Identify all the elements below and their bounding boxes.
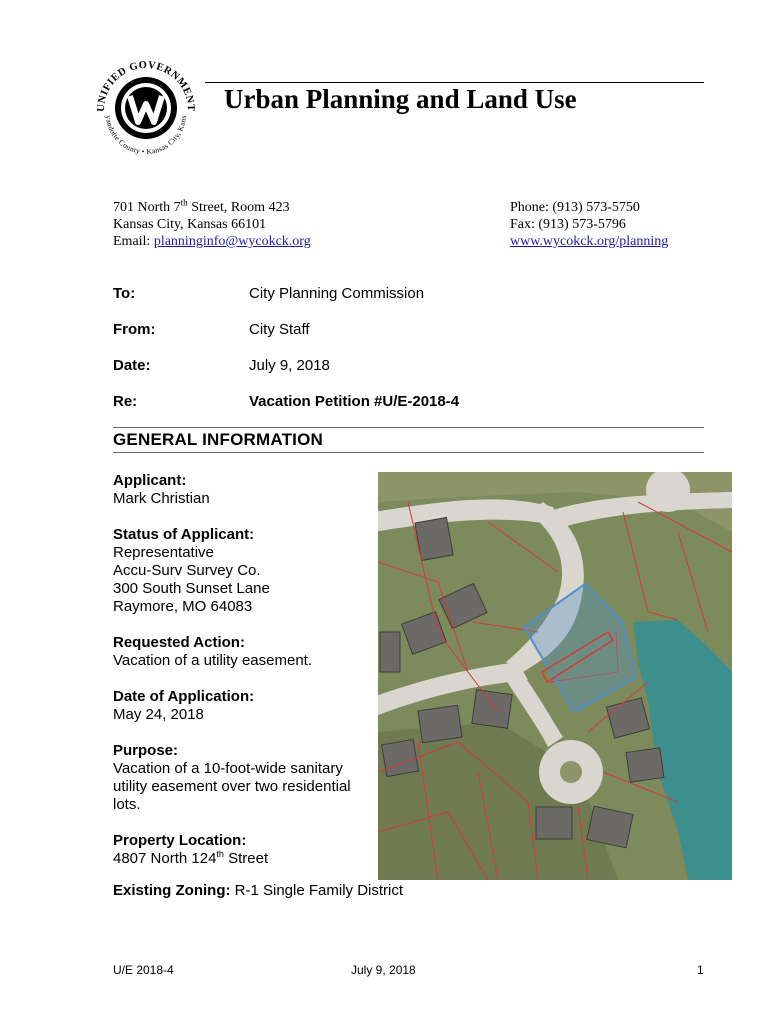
seal-text-bottom: yandotte County • Kansas City, Kans: [103, 115, 188, 157]
from-value: City Staff: [249, 321, 310, 338]
from-label: From:: [113, 321, 156, 338]
re-value: Vacation Petition #U/E-2018-4: [249, 393, 460, 410]
applicant-block: [113, 472, 363, 508]
purpose-label: Purpose:: [113, 742, 179, 759]
address-block: [113, 199, 311, 250]
location-value: 4807 North 124th Street: [113, 849, 269, 867]
phone-number: Phone: (913) 573-5750: [510, 200, 640, 215]
footer-page-number: 1: [697, 963, 704, 977]
to-label: To:: [113, 285, 136, 302]
status-line: Representative: [113, 544, 214, 561]
street-address: 701 North 7th Street, Room 423: [113, 197, 290, 215]
footer-date: July 9, 2018: [351, 963, 416, 977]
contact-block: [510, 199, 668, 250]
title-rule: [205, 82, 704, 83]
status-line: Raymore, MO 64083: [113, 598, 253, 615]
re-label: Re:: [113, 393, 138, 410]
email-line: Email: planninginfo@wycokck.org: [113, 234, 311, 249]
unified-government-seal: [86, 48, 206, 168]
date-application-label: Date of Application:: [113, 688, 255, 705]
action-value: Vacation of a utility easement.: [113, 652, 312, 669]
zoning-label: Existing Zoning:: [113, 882, 231, 899]
date-application-value: May 24, 2018: [113, 706, 204, 723]
date-label: Date:: [113, 357, 151, 374]
purpose-value: Vacation of a 10-foot-wide sanitary utility easement over two residential lots.: [113, 760, 351, 813]
status-line: 300 South Sunset Lane: [113, 580, 270, 597]
footer-file-number: U/E 2018-4: [113, 963, 174, 977]
location-label: Property Location:: [113, 832, 247, 849]
section-rule-top: [113, 427, 704, 428]
purpose-block: [113, 742, 363, 814]
website-link[interactable]: www.wycokck.org/planning: [510, 234, 669, 249]
section-heading: GENERAL INFORMATION: [113, 430, 323, 449]
to-value: City Planning Commission: [249, 285, 425, 302]
seal-text-top: UNIFIED GOVERNMENT: [95, 59, 197, 113]
location-block: [113, 832, 363, 868]
section-rule-bottom: [113, 452, 704, 453]
applicant-value: Mark Christian: [113, 490, 210, 507]
general-information: [113, 472, 363, 886]
page-title: Urban Planning and Land Use: [224, 84, 577, 114]
status-block: [113, 526, 363, 616]
action-block: [113, 634, 363, 670]
zoning-value: R-1 Single Family District: [230, 882, 404, 899]
status-line: Accu-Surv Survey Co.: [113, 562, 261, 579]
status-label: Status of Applicant:: [113, 526, 255, 543]
fax-number: Fax: (913) 573-5796: [510, 217, 626, 232]
action-label: Requested Action:: [113, 634, 245, 651]
existing-zoning: [113, 882, 403, 899]
city-address: Kansas City, Kansas 66101: [113, 217, 267, 232]
email-link[interactable]: planninginfo@wycokck.org: [153, 234, 311, 249]
aerial-map: [378, 472, 732, 880]
applicant-label: Applicant:: [113, 472, 187, 489]
date-application-block: [113, 688, 363, 724]
date-value: July 9, 2018: [249, 357, 330, 374]
